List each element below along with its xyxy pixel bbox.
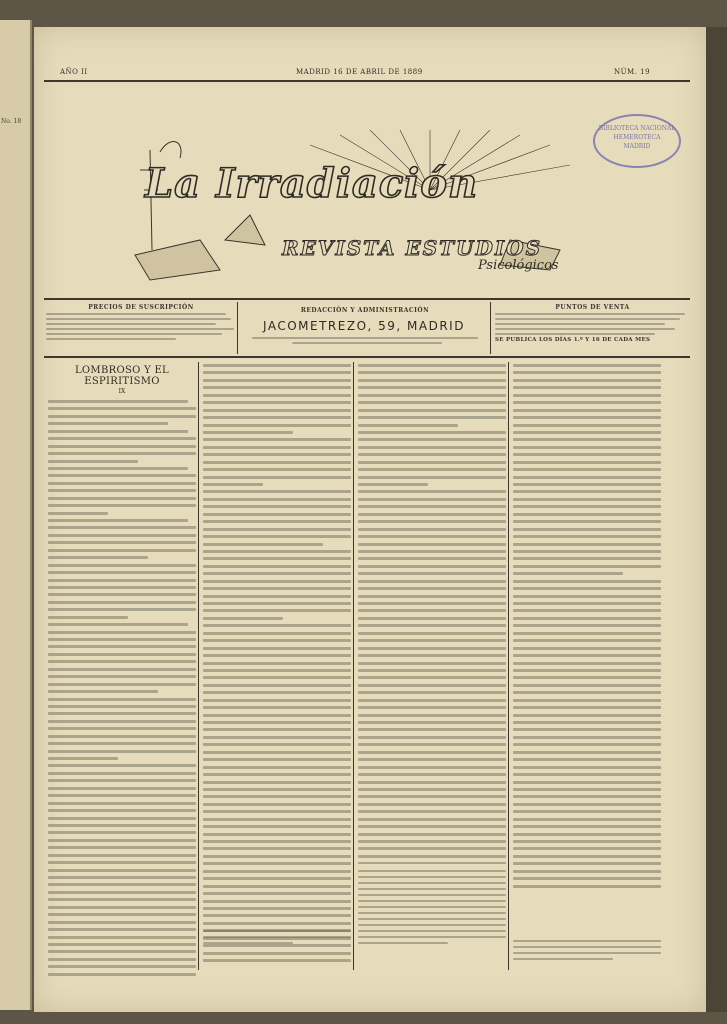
issue-year: AÑO II: [60, 68, 88, 76]
editorial-box: [240, 308, 490, 316]
subscription-box: [46, 305, 236, 343]
article-title: LOMBROSO Y EL ESPIRITISMO: [74, 365, 169, 387]
article-column-3: [358, 364, 506, 864]
masthead-subtitle: REVISTA ESTUDIOS: [282, 236, 543, 260]
article-column-1: [48, 400, 196, 980]
masthead-subtitle-psychological: Psicológicos: [478, 258, 559, 273]
publication-schedule: SE PUBLICA LOS DÍAS 1.º Y 16 DE CADA MES: [495, 337, 651, 343]
footnote-column-3: [358, 870, 506, 965]
article-column-2: [203, 364, 351, 964]
subscription-heading: PRECIOS DE SUSCRIPCIÓN: [88, 304, 194, 311]
library-stamp: BIBLIOTECA NACIONAL HEMEROTECA MADRID: [593, 114, 681, 168]
masthead-rule: [44, 298, 690, 300]
columns-top-rule: [44, 356, 690, 358]
masthead-title: La Irradiación: [145, 160, 479, 207]
sales-heading: PUNTOS DE VENTA: [555, 304, 630, 311]
footnote-column-4: [513, 940, 661, 970]
article-column-4: [513, 364, 661, 924]
article-section-number: IX: [118, 388, 126, 395]
sales-box: [495, 305, 690, 343]
issue-date: MADRID 16 DE ABRIL DE 1889: [296, 68, 423, 76]
facing-page-edge: No. 18: [0, 20, 32, 1010]
issue-number: NÚM. 19: [614, 68, 651, 76]
page-edge-shadow: [706, 27, 727, 1012]
editorial-address: JACOMETREZO, 59, MADRID: [263, 319, 465, 333]
editorial-heading: REDACCIÓN Y ADMINISTRACIÓN: [300, 307, 430, 314]
header-rule: [44, 80, 690, 82]
footnote-column-2: [203, 930, 351, 965]
